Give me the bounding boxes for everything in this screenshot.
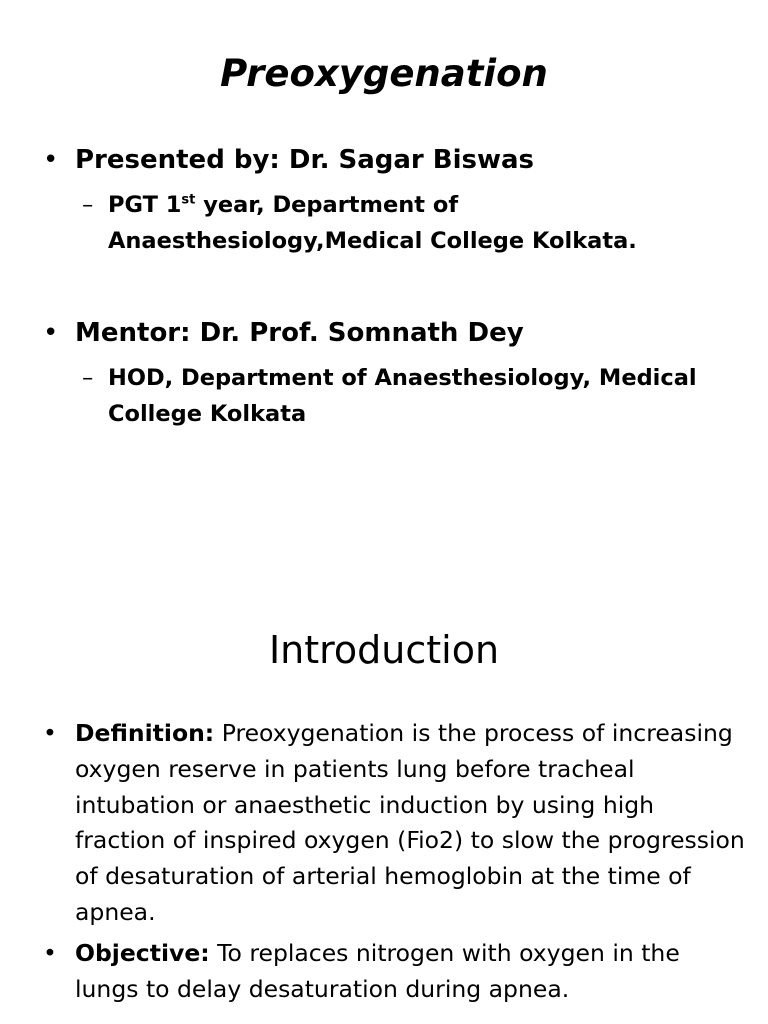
dash-icon: –: [82, 192, 94, 218]
mentor-item: [43, 316, 735, 350]
presenter-detail-suffix: year, Department of Anaesthesiology,Medical College Kolkata.: [108, 192, 637, 254]
ordinal-suffix: st: [181, 192, 196, 208]
slide-title: Preoxygenation: [220, 52, 548, 95]
presenter-text: Presented by: Dr. Sagar Biswas: [75, 145, 535, 175]
presenter-item: [43, 143, 735, 177]
bullet-icon: •: [43, 719, 57, 747]
objective-item: [43, 936, 745, 1008]
objective-label: Objective:: [75, 939, 210, 967]
bullet-icon: •: [43, 145, 59, 175]
dash-icon: –: [82, 365, 94, 391]
definition-text: Preoxygenation is the process of increasing oxygen reserve in patients lung before tracheal intubation or anaesthetic induction by using high fraction of inspired oxygen (Fio2) to slow the progression of desaturation of arterial hemoglobin at the time of apnea.: [75, 719, 745, 926]
slide-introduction: [0, 580, 768, 1024]
presenter-detail: [82, 187, 728, 259]
presenter-detail-prefix: PGT 1: [108, 192, 182, 218]
bullet-icon: •: [43, 939, 57, 967]
definition-label: Definition:: [75, 719, 215, 747]
mentor-detail-text: HOD, Department of Anaesthesiology, Medical College Kolkata: [108, 365, 697, 427]
definition-item: [43, 716, 745, 931]
slide-title: Introduction: [268, 628, 500, 672]
mentor-text: Mentor: Dr. Prof. Somnath Dey: [75, 318, 524, 348]
bullet-icon: •: [43, 318, 59, 348]
objective-text: To replaces nitrogen with oxygen in the lungs to delay desaturation during apnea.: [75, 939, 680, 1003]
mentor-detail: [82, 360, 728, 432]
